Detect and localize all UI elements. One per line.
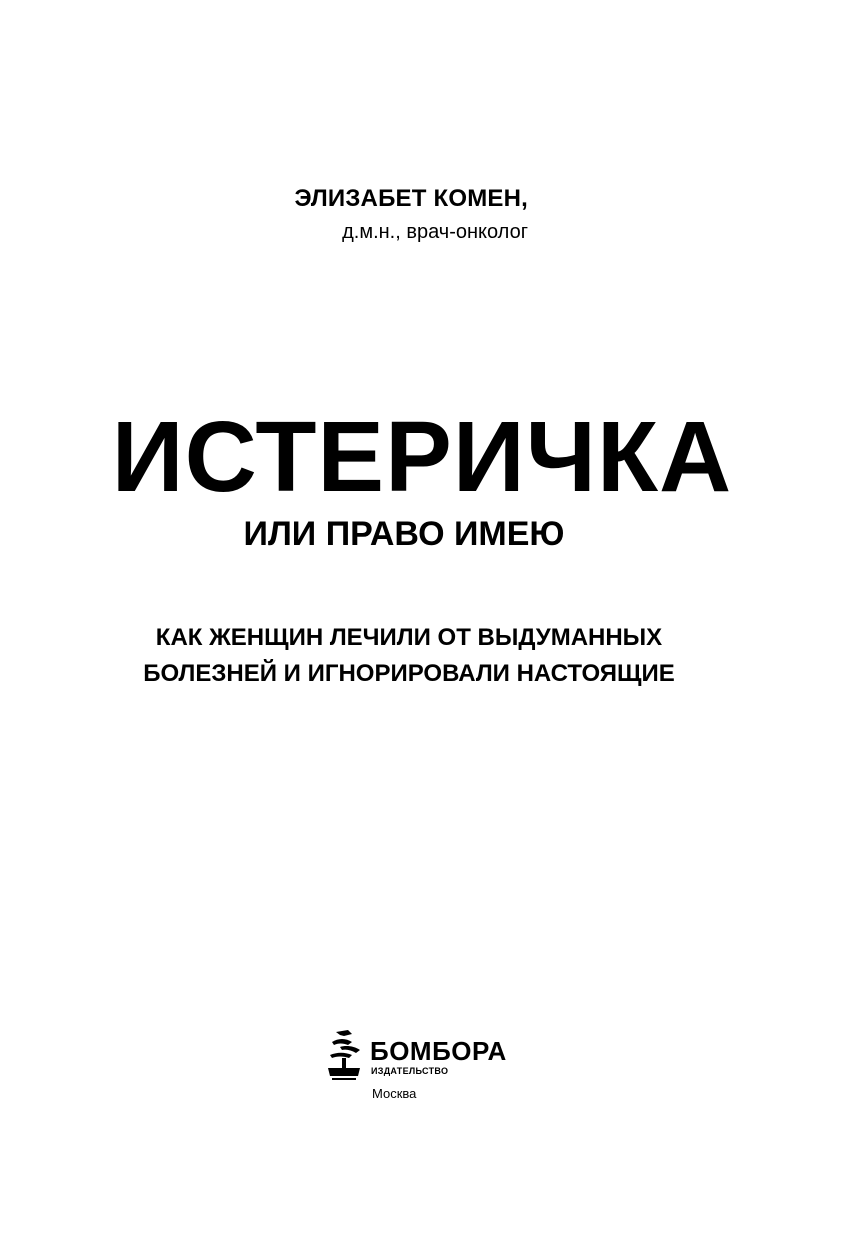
book-tagline xyxy=(0,620,818,692)
publisher-name: БОМБОРА xyxy=(370,1036,507,1066)
book-tagline-line-2: БОЛЕЗНЕЙ И ИГНОРИРОВАЛИ НАСТОЯЩИЕ xyxy=(143,660,675,687)
book-title: ИСТЕРИЧКА xyxy=(111,401,733,513)
author-name: ЭЛИЗАБЕТ КОМЕН, xyxy=(294,185,528,212)
author-block xyxy=(288,184,528,246)
book-tagline-line-1: КАК ЖЕНЩИН ЛЕЧИЛИ ОТ ВЫДУМАННЫХ xyxy=(155,624,663,651)
book-subtitle: ИЛИ ПРАВО ИМЕЮ xyxy=(243,515,565,553)
publisher-city: Москва xyxy=(372,1086,417,1101)
author-credentials: д.м.н., врач-онколог xyxy=(342,221,528,243)
publisher-block xyxy=(326,1024,506,1104)
publisher-subtitle: ИЗДАТЕЛЬСТВО xyxy=(371,1066,449,1076)
bombora-tree-logo-icon xyxy=(326,1028,366,1080)
